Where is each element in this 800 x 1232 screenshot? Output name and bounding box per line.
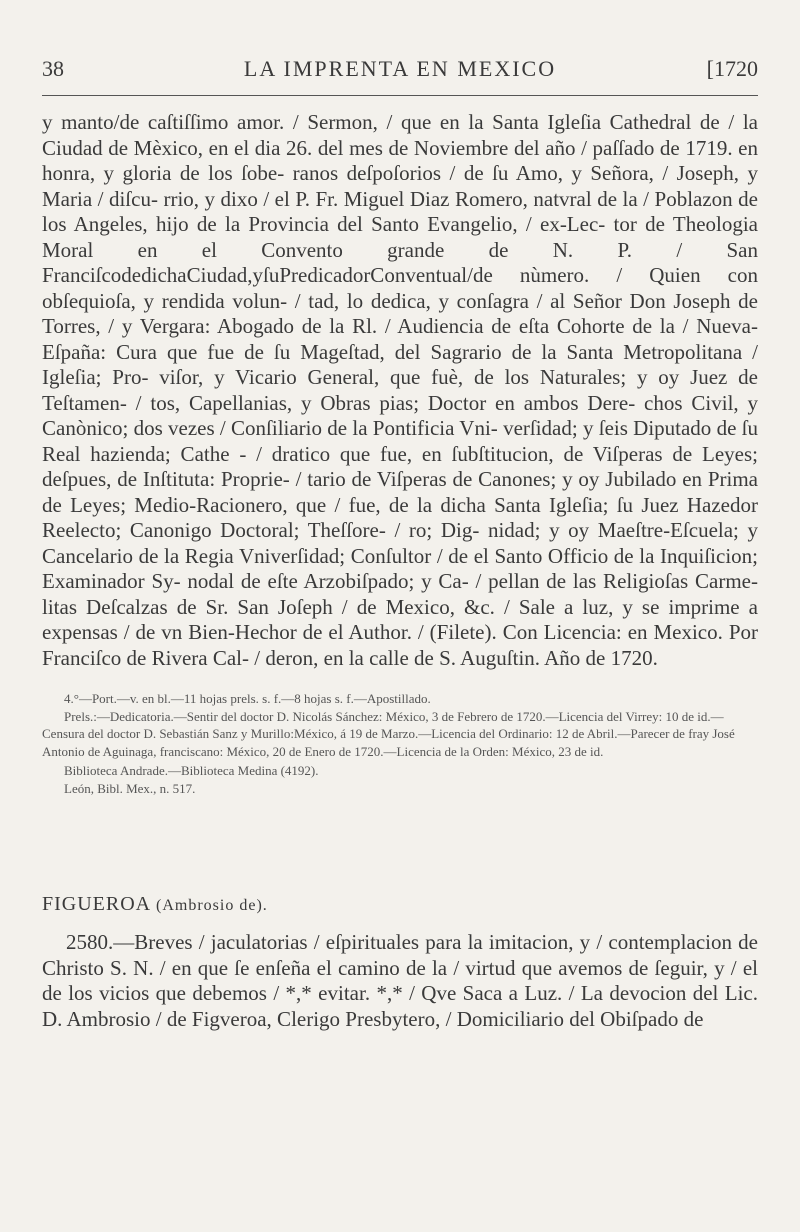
header-year: [1720 <box>706 56 758 81</box>
running-header <box>42 56 758 88</box>
author-given-name: (Ambrosio de). <box>156 897 268 914</box>
title-transcription: y manto/de caſtiſſimo amor. / Sermon, / que en la Santa Igleſia Cathedral de / la Ciudad de Mèxico, en el dia 26. del mes de Noviembre del año / paſſado de 1719. en honra, y gloria de los ſobe- ranos deſpoſorios / de ſu Amo, y Señora, / Joseph, y Maria / diſcu- rrio, y dixo / el P. Fr. Miguel Diaz Romero, natvral de la / Poblazon de los Angeles, hijo de la Provincia del Santo Evangelio, / ex-Lec- tor de Theologia Moral en el Convento grande de N. P. / San FranciſcodedichaCiudad,yſuPredicadorConventual/de nùmero. / Quien con obſequioſa, y rendida volun- / tad, lo dedica, y conſagra / al Señor Don Joseph de Torres, / y Vergara: Abogado de la Rl. / Audiencia de eſta Cohorte de la / Nueva-Eſpaña: Cura que fue de ſu Mageſtad, del Sagrario de la Santa Metropolitana / Igleſia; Pro- viſor, y Vicario General, que fuè, de los Naturales; y oy Juez de Teſtamen- / tos, Capellanias, y Obras pias; Doctor en ambos Dere- chos Civil, y Canònico; dos vezes / Conſiliario de la Pontificia Vni- verſidad; y ſeis Diputado de ſu Real hazienda; Cathe - / dratico que fue, en ſubſtitucion, de Viſperas de Leyes; deſpues, de Inſtituta: Proprie- / tario de Viſperas de Canones; y oy Jubilado en Prima de Leyes; Medio-Racionero, que / fue, de la dicha Santa Igleſia; ſu Juez Hazedor Reelecto; Canonigo Doctoral; Theſſore- / ro; Dig- nidad; y oy Maeſtre-Eſcuela; y Cancelario de la Regia Vniverſidad; Conſultor / de el Santo Officio de la Inquiſicion; Examinador Sy- nodal de eſte Arzobiſpado; y Ca- / pellan de las Religioſas Carme- litas Deſcalzas de Sr. San Joſeph / de Mexico, &c. / Sale a luz, y se imprime a expensas / de vn Bien-Hechor de el Author. / (Filete). Con Licencia: en Mexico. Por Franciſco de Rivera Cal- / deron, en la calle de S. Auguſtin. Año de 1720. <box>42 110 758 670</box>
header-rule <box>42 95 758 96</box>
preliminaries-note: Prels.:—Dedicatoria.—Sentir del doctor D. Nicolás Sánchez: México, 3 de Febrero de 1720.—Licencia del Virrey: 10 de id.—Censura del doctor D. Sebastián Sanz y Murillo:México, á 19 de Marzo.—Licencia del Ordinario: 12 de Abril.—Parecer de fray José Antonio de Aguinaga, franciscano: México, 20 de Enero de 1720.—Licencia de la Orden: México, 23 de id. <box>42 708 735 759</box>
libraries-note: Biblioteca Andrade.—Biblioteca Medina (4192). <box>64 763 319 779</box>
entry-body <box>42 930 758 1032</box>
entry-text: —Breves / jaculatorias / eſpirituales para la imitacion, y / contemplacion de Christo S. N. / en que ſe enſeña el camino de la / virtud que avemos de ſeguir, y / el de los vicios que debemos / *,* evitar. *,* / Qve Saca a Luz. / La devocion del Lic. D. Ambrosio / de Figveroa, Clerigo Presbytero, / Domiciliario del Obiſpado de <box>42 930 758 1031</box>
running-title: LA IMPRENTA EN MEXICO <box>243 56 557 81</box>
author-surname: FIGUEROA <box>42 893 151 915</box>
collation-note: 4.°—Port.—v. en bl.—11 hojas prels. s. f.—8 hojas s. f.—Apostillado. <box>64 691 431 706</box>
entry-heading <box>42 893 268 916</box>
page-number: 38 <box>42 56 64 81</box>
entry-number: 2580. <box>66 930 114 954</box>
reference-note: León, Bibl. Mex., n. 517. <box>64 780 196 796</box>
bibliographic-notes <box>42 690 758 798</box>
